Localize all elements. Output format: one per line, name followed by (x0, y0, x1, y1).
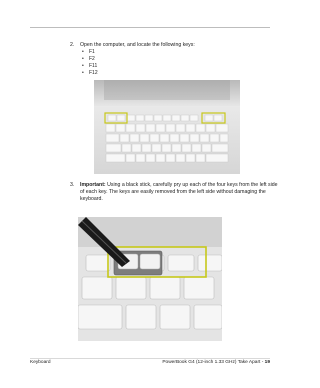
page-number: 19 (264, 360, 270, 365)
key-list (82, 49, 98, 77)
footer-rule (30, 358, 270, 359)
key-list-item: • F2 (82, 56, 98, 63)
key-list-item: • F11 (82, 63, 98, 70)
step-3-line-1: Using a black stick, carefully pry up each of the four keys from the left side (107, 182, 278, 188)
step-3-line-3: keyboard. (80, 196, 103, 202)
keyboard-photo (94, 80, 240, 174)
key-list-item: • F12 (82, 70, 98, 77)
step-3-line-2: of each key. The keys are easily removed from the left side without damaging the (80, 189, 266, 195)
step-3-number: 3. (70, 182, 75, 188)
footer-section: Keyboard (30, 360, 51, 365)
step-2-text: Open the computer, and locate the following keys: (80, 42, 195, 48)
key-list-item: • F1 (82, 49, 98, 56)
footer-title: PowerBook G4 (12-inch 1.33 GHz) Take Apart - (162, 360, 264, 365)
important-label: Important: (80, 182, 106, 188)
header-rule (30, 27, 270, 28)
step-3 (70, 182, 280, 206)
step-2-number: 2. (70, 42, 75, 48)
footer-page-info (162, 360, 270, 365)
pry-keys-photo (78, 217, 222, 341)
